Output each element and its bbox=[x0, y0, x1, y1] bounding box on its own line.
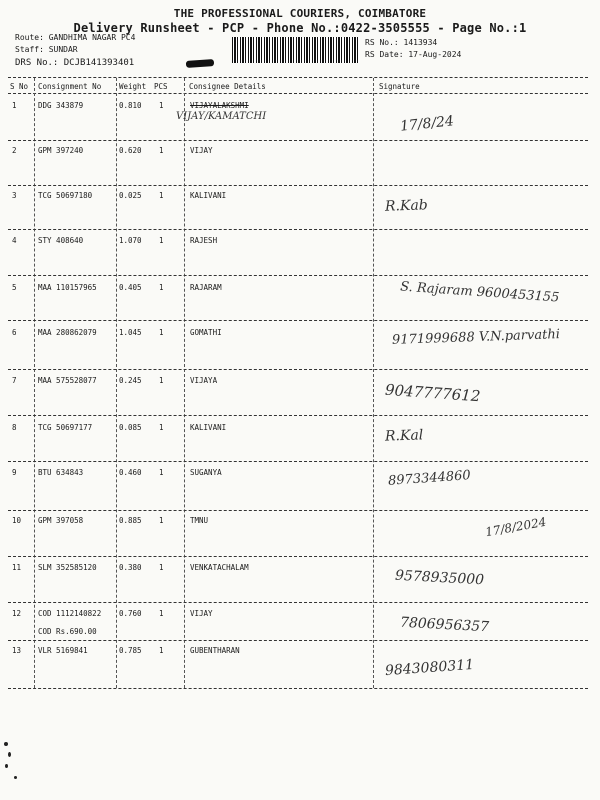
row-sno: 10 bbox=[12, 516, 22, 525]
row-weight: 0.885 bbox=[119, 516, 142, 525]
col-divider bbox=[34, 78, 35, 688]
rs-number: RS No.: 1413934 bbox=[365, 38, 438, 47]
row-signature: 9843080311 bbox=[384, 656, 475, 680]
row-sno: 9 bbox=[12, 468, 17, 477]
row-weight: 0.380 bbox=[119, 563, 142, 572]
col-consignee: Consignee Details bbox=[189, 82, 266, 91]
row-signature: 9047777612 bbox=[384, 380, 481, 406]
row-sno: 5 bbox=[12, 283, 17, 292]
row-pcs: 1 bbox=[159, 376, 164, 385]
row-separator bbox=[8, 688, 588, 689]
row-pcs: 1 bbox=[159, 609, 164, 618]
row-pcs: 1 bbox=[159, 516, 164, 525]
row-pcs: 1 bbox=[159, 191, 164, 200]
row-weight: 0.810 bbox=[119, 101, 142, 110]
row-sno: 7 bbox=[12, 376, 17, 385]
row-signature: R.Kab bbox=[384, 197, 429, 215]
row-pcs: 1 bbox=[159, 423, 164, 432]
route-label: Route: GANDHIMA NAGAR PC4 bbox=[15, 33, 136, 42]
row-consignment-no: TCG 50697180 bbox=[38, 191, 93, 200]
row-weight: 0.620 bbox=[119, 146, 142, 155]
row-consignment-no: MAA 280862079 bbox=[38, 328, 97, 337]
row-consignment-no: COD 1112140822 bbox=[38, 609, 102, 618]
row-separator bbox=[8, 556, 588, 557]
row-pcs: 1 bbox=[159, 236, 164, 245]
scan-speck bbox=[5, 764, 8, 768]
row-sno: 3 bbox=[12, 191, 17, 200]
row-consignee: RAJARAM bbox=[190, 283, 222, 292]
row-separator bbox=[8, 229, 588, 230]
col-divider bbox=[116, 78, 117, 688]
row-separator bbox=[8, 640, 588, 641]
row-weight: 0.760 bbox=[119, 609, 142, 618]
header-top-rule bbox=[8, 77, 588, 78]
row-weight: 0.405 bbox=[119, 283, 142, 292]
row-consignee: VIJAYALAKSHMI bbox=[190, 101, 249, 110]
row-signature: R.Kal bbox=[384, 427, 424, 445]
row-consignment-no: GPM 397240 bbox=[38, 146, 84, 155]
row-separator bbox=[8, 369, 588, 370]
col-divider bbox=[373, 78, 374, 688]
row-consignee: VIJAY bbox=[190, 146, 213, 155]
col-consignment: Consignment No bbox=[38, 82, 102, 91]
row-consignment-no: BTU 634843 bbox=[38, 468, 84, 477]
row-consignment-no: TCG 50697177 bbox=[38, 423, 93, 432]
row-consignment-no: VLR 5169841 bbox=[38, 646, 88, 655]
row-separator bbox=[8, 185, 588, 186]
row-separator bbox=[8, 320, 588, 321]
col-weight: Weight bbox=[119, 82, 147, 91]
row-consignee: KALIVANI bbox=[190, 423, 227, 432]
row-weight: 1.045 bbox=[119, 328, 142, 337]
row-signature: 9171999688 V.N.parvathi bbox=[391, 327, 561, 348]
row-consignee: VENKATACHALAM bbox=[190, 563, 249, 572]
row-consignment-no: DDG 343879 bbox=[38, 101, 84, 110]
row-handwritten-note: VIJAY/KAMATCHI bbox=[176, 111, 267, 122]
barcode bbox=[232, 37, 360, 63]
row-consignment-no: SLM 352585120 bbox=[38, 563, 97, 572]
col-divider bbox=[184, 78, 185, 688]
redaction-mark bbox=[186, 59, 214, 68]
scan-speck bbox=[4, 742, 8, 746]
col-sno: S No bbox=[10, 82, 29, 91]
row-signature: 17/8/24 bbox=[399, 113, 455, 135]
row-consignment-no: GPM 397058 bbox=[38, 516, 84, 525]
row-separator bbox=[8, 602, 588, 603]
row-signature: 17/8/2024 bbox=[484, 514, 548, 540]
row-pcs: 1 bbox=[159, 328, 164, 337]
row-consignee: TMNU bbox=[190, 516, 209, 525]
row-separator bbox=[8, 275, 588, 276]
row-pcs: 1 bbox=[159, 283, 164, 292]
row-sno: 2 bbox=[12, 146, 17, 155]
scan-speck bbox=[8, 752, 11, 757]
row-pcs: 1 bbox=[159, 101, 164, 110]
row-sno: 6 bbox=[12, 328, 17, 337]
staff-label: Staff: SUNDAR bbox=[15, 45, 78, 54]
runsheet-subtitle: Delivery Runsheet - PCP - Phone No.:0422-3505555 - Page No.:1 bbox=[73, 21, 527, 35]
row-cod-amount: COD Rs.690.00 bbox=[38, 627, 97, 636]
row-separator bbox=[8, 510, 588, 511]
row-pcs: 1 bbox=[159, 146, 164, 155]
rs-date: RS Date: 17-Aug-2024 bbox=[365, 50, 462, 59]
row-weight: 0.245 bbox=[119, 376, 142, 385]
row-consignee: VIJAYA bbox=[190, 376, 218, 385]
row-separator bbox=[8, 415, 588, 416]
row-pcs: 1 bbox=[159, 646, 164, 655]
company-title: THE PROFESSIONAL COURIERS, COIMBATORE bbox=[173, 7, 427, 20]
row-consignment-no: MAA 110157965 bbox=[38, 283, 97, 292]
row-signature: S. Rajaram 9600453155 bbox=[399, 279, 560, 306]
row-separator bbox=[8, 461, 588, 462]
row-signature: 8973344860 bbox=[387, 468, 472, 489]
row-consignment-no: MAA 575528077 bbox=[38, 376, 97, 385]
drs-label: DRS No.: DCJB141393401 bbox=[15, 58, 135, 68]
row-consignee: GOMATHI bbox=[190, 328, 222, 337]
row-pcs: 1 bbox=[159, 563, 164, 572]
row-sno: 13 bbox=[12, 646, 22, 655]
row-weight: 0.460 bbox=[119, 468, 142, 477]
row-signature: 7806956357 bbox=[399, 614, 490, 636]
row-sno: 1 bbox=[12, 101, 17, 110]
row-separator bbox=[8, 140, 588, 141]
row-sno: 4 bbox=[12, 236, 17, 245]
row-consignee: RAJESH bbox=[190, 236, 218, 245]
col-signature: Signature bbox=[379, 82, 420, 91]
row-sno: 12 bbox=[12, 609, 22, 618]
row-consignee: KALIVANI bbox=[190, 191, 227, 200]
row-weight: 1.070 bbox=[119, 236, 142, 245]
row-weight: 0.085 bbox=[119, 423, 142, 432]
row-signature: 9578935000 bbox=[394, 567, 485, 589]
row-sno: 8 bbox=[12, 423, 17, 432]
col-pcs: PCS bbox=[154, 82, 168, 91]
row-weight: 0.025 bbox=[119, 191, 142, 200]
header-bottom-rule bbox=[8, 93, 588, 94]
row-weight: 0.785 bbox=[119, 646, 142, 655]
row-consignee: GUBENTHARAN bbox=[190, 646, 240, 655]
row-consignee: SUGANYA bbox=[190, 468, 222, 477]
row-pcs: 1 bbox=[159, 468, 164, 477]
row-consignee: VIJAY bbox=[190, 609, 213, 618]
scan-speck bbox=[14, 776, 17, 779]
row-consignment-no: STY 408640 bbox=[38, 236, 84, 245]
row-sno: 11 bbox=[12, 563, 22, 572]
